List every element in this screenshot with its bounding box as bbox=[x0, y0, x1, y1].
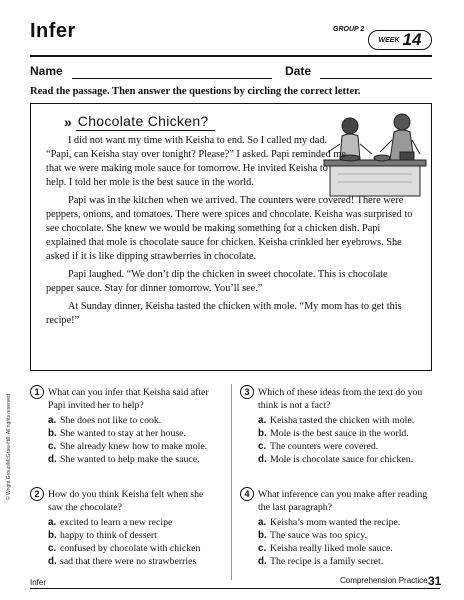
option-letter: c. bbox=[48, 441, 57, 452]
passage-title: Chocolate Chicken? bbox=[77, 113, 209, 129]
question-stem: What can you infer that Keisha said after Papi invited her to help? bbox=[48, 387, 209, 411]
question-4 bbox=[240, 488, 428, 568]
option-text: Keisha really liked mole sauce. bbox=[270, 543, 393, 554]
passage-paragraph: Papi was in the kitchen when we arrived. The counters were covered! There were peppers, onions, and tomatoes. There were spices and chocolate. Keisha was surprised to see chocolate. She knew we would be making something for a chicken dish. Papi explained that mole is chocolate sauce for chicken. Keisha crinkled her eyebrows. She asked if it is like dipping strawberries in chocolate. bbox=[46, 195, 413, 262]
option-letter: d. bbox=[258, 454, 267, 465]
option-letter: c. bbox=[258, 441, 267, 452]
answer-option[interactable] bbox=[258, 414, 428, 427]
option-text: Keisha tasted the chicken with mole. bbox=[270, 415, 415, 426]
answer-option[interactable] bbox=[258, 555, 428, 568]
week-label: WEEK bbox=[378, 36, 400, 44]
option-letter: d. bbox=[48, 454, 57, 465]
option-letter: b. bbox=[48, 530, 57, 541]
option-text: Keisha’s mom wanted the recipe. bbox=[270, 517, 401, 528]
date-label: Date bbox=[285, 64, 312, 78]
page-title: Infer bbox=[30, 20, 76, 42]
option-letter: b. bbox=[48, 428, 57, 439]
question-1 bbox=[30, 386, 218, 466]
header-divider bbox=[30, 55, 432, 57]
option-text: She already knew how to make mole. bbox=[60, 441, 208, 452]
passage-paragraph: At Sunday dinner, Keisha tasted the chicken with mole. “My mom has to get this recipe!” bbox=[46, 301, 402, 326]
option-letter: c. bbox=[258, 543, 267, 554]
copyright-notice: © Wright Group/McGraw-Hill. All rights reserved. bbox=[6, 392, 12, 500]
option-text: happy to think of dessert bbox=[60, 530, 157, 541]
answer-option[interactable] bbox=[48, 555, 218, 568]
option-text: She wanted to stay at her house. bbox=[60, 428, 186, 439]
option-text: confused by chocolate with chicken bbox=[60, 543, 201, 554]
option-text: sad that there were no strawberries bbox=[60, 556, 197, 567]
option-letter: d. bbox=[258, 556, 267, 567]
instructions: Read the passage. Then answer the questions by circling the correct letter. bbox=[30, 86, 361, 97]
answer-option[interactable] bbox=[258, 516, 428, 529]
passage-paragraph: I did not want my time with Keisha to end. So I called my dad. “Papi, can Keisha stay over tonight? Please?” I asked. Papi reminded me that we were making mole sauce for tomorrow. He invited Keisha to help. I told her mole is the best sauce in the world. bbox=[46, 135, 346, 188]
option-text: She does not like to cook. bbox=[60, 415, 162, 426]
option-text: excited to learn a new recipe bbox=[60, 517, 173, 528]
option-letter: a. bbox=[258, 415, 267, 426]
question-stem: What inference can you make after reading the last paragraph? bbox=[258, 489, 428, 513]
double-chevron-icon: » bbox=[64, 114, 72, 130]
answer-option[interactable] bbox=[48, 516, 218, 529]
question-2 bbox=[30, 488, 218, 568]
question-stem: Which of these ideas from the text do you think is not a fact? bbox=[258, 387, 423, 411]
option-text: Mole is the best sauce in the world. bbox=[270, 428, 409, 439]
question-number: 4 bbox=[240, 487, 254, 501]
name-label: Name bbox=[30, 64, 63, 78]
answer-option[interactable] bbox=[258, 440, 428, 453]
option-letter: c. bbox=[48, 543, 57, 554]
answer-option[interactable] bbox=[258, 529, 428, 542]
option-text: The recipe is a family secret. bbox=[270, 556, 384, 567]
group-label: GROUP 2 bbox=[333, 26, 365, 33]
option-text: She wanted to help make the sauce. bbox=[60, 454, 200, 465]
answer-option[interactable] bbox=[48, 414, 218, 427]
option-text: The sauce was too spicy. bbox=[270, 530, 368, 541]
answer-option[interactable] bbox=[48, 529, 218, 542]
question-number: 2 bbox=[30, 487, 44, 501]
question-stem: How do you think Keisha felt when she saw the chocolate? bbox=[48, 489, 204, 513]
option-text: Mole is chocolate sauce for chicken. bbox=[270, 454, 414, 465]
footer-divider bbox=[30, 588, 440, 589]
passage-paragraph: Papi laughed. “We don’t dip the chicken in sweet chocolate. This is chocolate pepper sauce. Stay for dinner tomorrow. You’ll see.” bbox=[46, 269, 388, 294]
option-letter: d. bbox=[48, 556, 57, 567]
date-field[interactable] bbox=[320, 78, 432, 79]
answer-option[interactable] bbox=[48, 440, 218, 453]
question-3 bbox=[240, 386, 428, 466]
option-letter: a. bbox=[258, 517, 267, 528]
name-date-row bbox=[30, 64, 432, 82]
option-letter: b. bbox=[258, 428, 267, 439]
passage-header bbox=[64, 113, 215, 131]
week-number: 14 bbox=[402, 30, 422, 49]
answer-option[interactable] bbox=[48, 453, 218, 466]
footer-book-title: Comprehension Practice bbox=[340, 576, 428, 585]
answer-option[interactable] bbox=[48, 542, 218, 555]
option-letter: b. bbox=[258, 530, 267, 541]
option-letter: a. bbox=[48, 415, 57, 426]
column-divider bbox=[231, 384, 232, 580]
option-text: The counters were covered. bbox=[270, 441, 379, 452]
passage-body bbox=[46, 134, 413, 332]
question-number: 3 bbox=[240, 385, 254, 399]
answer-option[interactable] bbox=[258, 453, 428, 466]
week-badge bbox=[368, 30, 432, 50]
page-number: 31 bbox=[428, 574, 442, 588]
answer-option[interactable] bbox=[48, 427, 218, 440]
footer-skill: Infer bbox=[30, 578, 47, 587]
answer-option[interactable] bbox=[258, 427, 428, 440]
option-letter: a. bbox=[48, 517, 57, 528]
name-field[interactable] bbox=[72, 78, 272, 79]
answer-option[interactable] bbox=[258, 542, 428, 555]
question-number: 1 bbox=[30, 385, 44, 399]
